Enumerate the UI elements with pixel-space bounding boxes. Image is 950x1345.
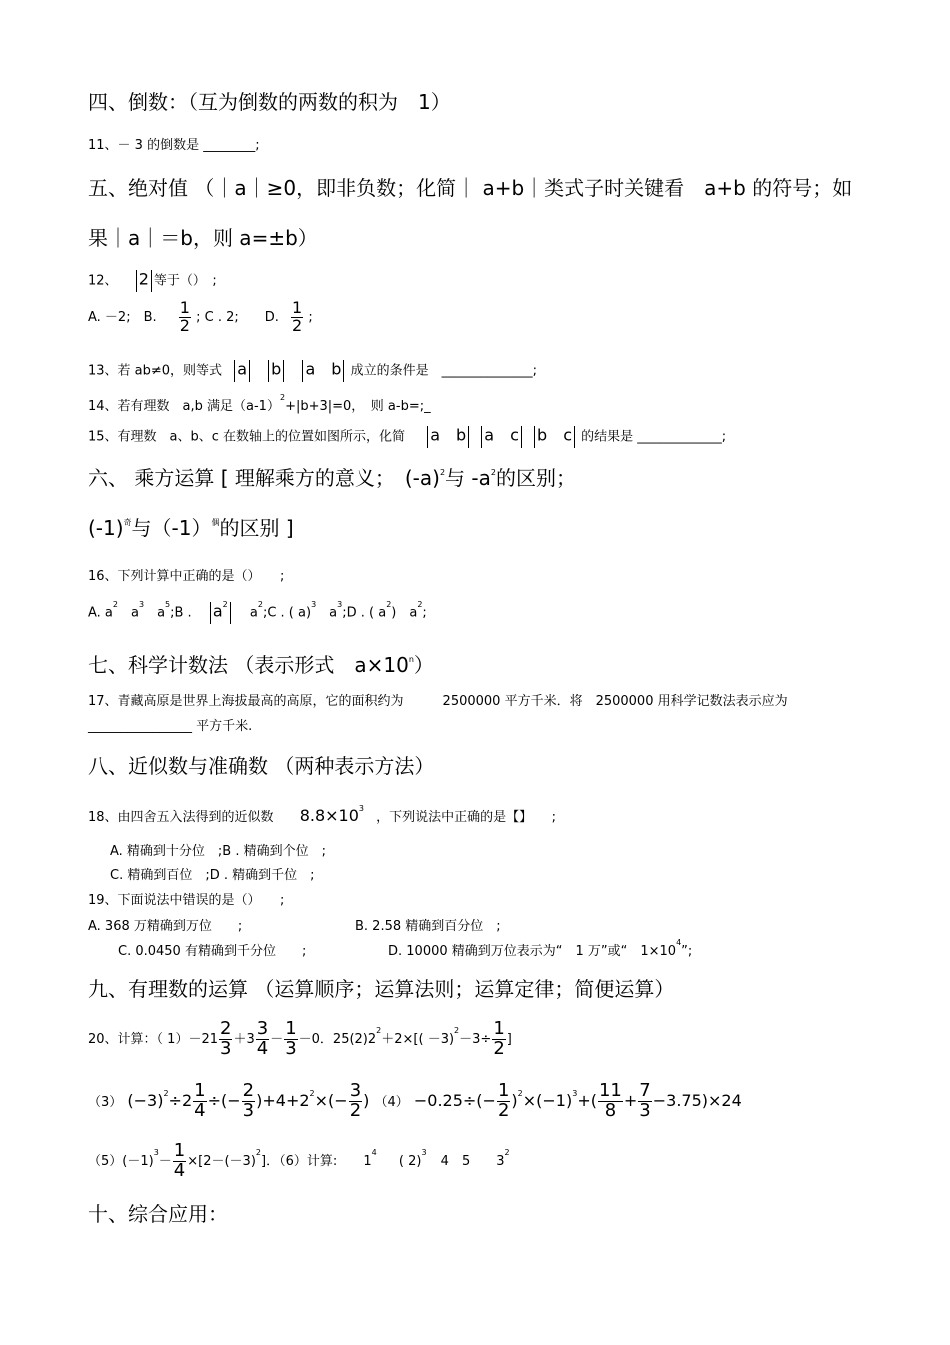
question-19-option-b: B. 2.58 精确到百分位 ;: [355, 919, 501, 934]
question-14: 14、若有理数 a,b 满足$(a-1)^2+|b+3|=0$， 则 a-b=;_: [88, 393, 431, 414]
q12-option-c: ; C . 2; D.: [196, 309, 279, 325]
section-6-heading-line1: 六、 乘方运算 [ 理解乘方的意义； $(-a)^2$与 $-a^2$的区别；: [88, 466, 576, 490]
question-13: 13、若 ab≠0，则等式 a b a b 成立的条件是 ______________;: [88, 360, 537, 382]
question-19: 19、下面说法中错误的是（） ;: [88, 893, 285, 908]
section-6-heading-line2: $(-1)^奇$与$(-1)^偶$的区别 ]: [88, 516, 294, 540]
question-15: 15、有理数 a、b、c 在数轴上的位置如图所示，化简 a b a c b c 的结果是 _____________;: [88, 426, 726, 448]
question-19-option-d: D. 10000 精确到万位表示为“ 1 万”或“ $1\times 10^4$”;: [388, 938, 693, 959]
section-4-heading: 四、倒数：（互为倒数的两数的积为 1）: [88, 90, 451, 114]
section-5-heading-line1: 五、绝对值 （｜a｜≥0，即非负数；化简｜ a+b｜类式子时关键看 a+b 的符号；如: [88, 176, 853, 200]
question-18-options-cd: C. 精确到百位 ;D . 精确到千位 ;: [110, 868, 315, 883]
question-17-line2: ________________ 平方千米.: [88, 719, 253, 734]
q12-post: 等于（） ;: [153, 273, 217, 289]
q12-abs-value: 2: [138, 269, 149, 289]
section-5-heading-line2: 果｜a｜＝b，则 a=±b）: [88, 226, 318, 250]
question-19-option-c: C. 0.0450 有精确到千分位 ;: [118, 944, 307, 959]
question-12-options: A. －2; B. $\frac{1}{2}$ ; C . 2; D. $\frac{1}{2}$ ;: [88, 298, 313, 335]
q12-option-a: A. －2; B.: [88, 309, 157, 325]
question-16: 16、下列计算中正确的是（） ;: [88, 569, 285, 584]
section-7-heading: 七、科学计数法 （表示形式 $a\times 10^n$）: [88, 653, 434, 677]
question-19-option-a: A. 368 万精确到万位 ;: [88, 919, 243, 934]
question-18-options-ab: A. 精确到十分位 ;B . 精确到个位 ;: [110, 844, 327, 859]
q12-label: 12、: [88, 273, 118, 289]
question-12: [88, 270, 217, 292]
question-20-parts-3-4: （3） $(-3)^2\div 2$ $\frac{1}{4}$ ÷(− $\frac{2}{3}$ )$+4+2^2\times(-$ $\frac{3}{2}$ ) （4） −0.25÷(− $\frac{1}{2}$ )$^2\times(-1)^3+$( $\frac{11}{8}$ + $\frac{7}{3}$ −3.75)×24: [88, 1080, 742, 1121]
question-18: 18、由四舍五入法得到的近似数 $8.8\times 10^3$ ，下列说法中正确的是【】 ;: [88, 804, 557, 825]
question-17-line1: 17、青藏高原是世界上海拔最高的高原，它的面积约为 2500000 平方千米．将 2500000 用科学记数法表示应为: [88, 694, 788, 709]
question-11: 11、－ 3 的倒数是 ________;: [88, 138, 260, 153]
section-9-heading: 九、有理数的运算 （运算顺序；运算法则；运算定律；简便运算）: [88, 977, 675, 1001]
question-16-options: A. $a^2$ $a^3$ $a^5;B$ . $a^2$ $a^2;C$ . ( a)$^3$ $a^3;D$ . ( $a^2$) $a^2$;: [88, 602, 427, 624]
question-20-parts-5-6: $(5)(-1)^3-$ $\frac{1}{4}$ $\times[2-(-3)^2]$．（6）计算: $1^4$ ( 2)$^3$ 4 5 $3^2$: [88, 1140, 510, 1181]
section-8-heading: 八、近似数与准确数 （两种表示方法）: [88, 754, 435, 778]
question-20: 20、计算：（ 1）－21 $\frac{2}{3}$ ＋3 $\frac{3}{4}$ － $\frac{1}{3}$ －0．$25(2)2^2+2\times[( -3)^2-3\div$ $\frac{1}{2}$ ]: [88, 1018, 512, 1059]
section-10-heading: 十、综合应用：: [88, 1202, 228, 1226]
